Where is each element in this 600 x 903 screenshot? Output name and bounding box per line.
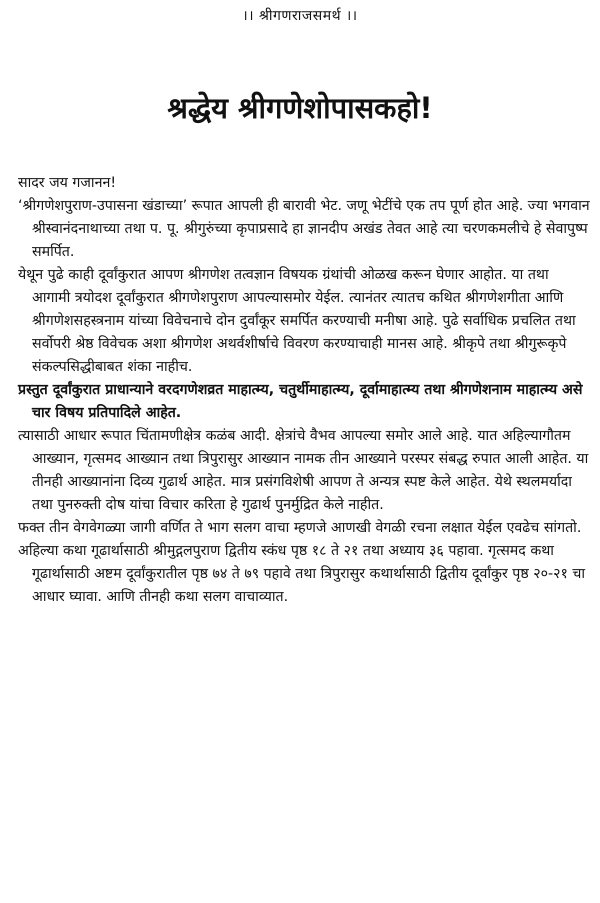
paragraph-intro: ‘श्रीगणेशपुराण-उपासना खंडाच्या’ रूपात आपली ही बारावी भेट. जणू भेटींचे एक तप पूर्ण होत आहे. ज्या भगवान श्रीस्वानंदनाथाच्या तथा प. पू. श्रीगुरुंच्या कृपाप्रसादे हा ज्ञानदीप अखंड तेवत आहे त्या चरणकमलीचे हे सेवापुष्प समर्पित. bbox=[18, 198, 590, 260]
paragraph-topics: प्रस्तुत दूर्वांकुरात प्राधान्याने वरदगणेशव्रत माहात्म्य, चतुर्थीमाहात्म्य, दूर्वामाहात्म्य तथा श्रीगणेशनाम माहात्म्य असे चार विषय प्रतिपादिले आहेत. bbox=[18, 382, 583, 421]
greeting-paragraph: सादर जय गजानन! bbox=[18, 175, 117, 191]
paragraph-note: फक्त तीन वेगवेगळ्या जागी वर्णित ते भाग सलग वाचा म्हणजे आणखी वेगळी रचना लक्षात येईल एवढेच सांगतो. bbox=[18, 520, 582, 536]
paragraph-basis: त्यासाठी आधार रूपात चिंतामणीक्षेत्र कळंब आदी. क्षेत्रांचे वैभव आपल्या समोर आले आहे. यात अहिल्यागौतम आख्यान, गृत्समद आख्यान तथा त्रिपुरासुर आख्यान नामक तीन आख्याने परस्पर संबद्ध रुपात आली आहेत. या तीनही आख्यानांना दिव्य गुढार्थ आहेत. मात्र प्रसंगविशेषी आपण ते अन्यत्र स्पष्ट केले आहेत. येथे स्थलमर्यादा तथा पुनरुक्ती दोष यांचा विचार करिता हे गुढार्थ पुनर्मुद्रित केले नाहीत. bbox=[18, 428, 589, 513]
page-header: ।। श्रीगणराजसमर्थ ।। bbox=[242, 8, 358, 24]
paragraph-references: अहिल्या कथा गूढार्थासाठी श्रीमुद्गलपुराण द्वितीय स्कंध पृष्ठ १८ ते २१ तथा अध्याय ३६ पहावा. गृत्समद कथा गूढार्थासाठी अष्टम दूर्वांकुरातील पृष्ठ ७४ ते ७९ पहावे तथा त्रिपुरासुर कथार्थासाठी द्वितीय दूर्वांकुर पृष्ठ २०-२१ चा आधार घ्यावा. आणि तीनही कथा सलग वाचाव्यात. bbox=[18, 543, 586, 605]
page-title: श्रद्धेय श्रीगणेशोपासकहो! bbox=[167, 91, 433, 125]
paragraph-plan: येथून पुढे काही दूर्वांकुरात आपण श्रीगणेश तत्वज्ञान विषयक ग्रंथांची ओळख करून घेणार आहोत. या तथा आगामी त्रयोदश दूर्वांकुरात श्रीगणेशपुराण आपल्यासमोर येईल. त्यानंतर त्यातच कथित श्रीगणेशगीता आणि श्रीगणेशसहस्त्रनाम यांच्या विवेचनाचे दोन दुर्वांकूर समर्पित करण्याची मनीषा आहे. पुढे सर्वाधिक प्रचलित तथा सर्वोपरी श्रेष्ठ विवेचक अशा श्रीगणेश अथर्वशीर्षाचे विवरण करण्याचाही मानस आहे. श्रीकृपे तथा श्रीगुरूकृपे संकल्पसिद्धीबाबत शंका नाहीच. bbox=[18, 267, 576, 375]
body-text bbox=[18, 172, 590, 609]
